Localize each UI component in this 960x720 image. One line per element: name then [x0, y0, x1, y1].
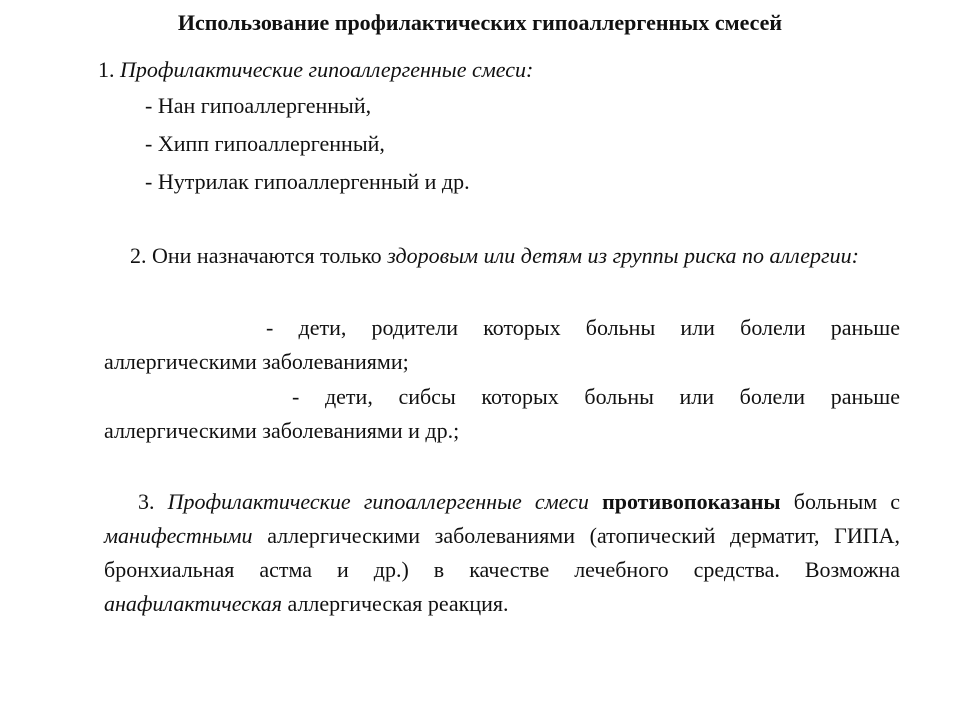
section-3-heading: Профилактические гипоаллергенные смеси: [167, 489, 589, 514]
section-3-text: аллергическими заболеваниями (атопический дерматит, ГИПА, бронхиальная астма и др.) в качестве лечебного средства. Возможна: [104, 523, 900, 582]
section-3-emphasis: анафилактическая: [104, 591, 282, 616]
section-1-heading-text: Профилактические гипоаллергенные смеси:: [120, 57, 534, 82]
section-2-emphasis: здоровым или детям из группы риска по аллергии:: [387, 243, 859, 268]
section-1-item: - Нутрилак гипоаллергенный и др.: [145, 169, 470, 194]
section-1-number: 1.: [98, 57, 115, 82]
section-2-paragraph: [104, 239, 900, 273]
section-2-number: 2.: [130, 243, 147, 268]
section-1-item: - Нан гипоаллергенный,: [145, 93, 372, 118]
section-3-text: аллергическая реакция.: [287, 591, 509, 616]
section-2-item: [104, 311, 900, 379]
section-1-heading: [98, 55, 533, 85]
section-1-item: - Хипп гипоаллергенный,: [145, 131, 385, 156]
section-2-item-text: - дети, родители которых больны или болели раньше аллергическими заболеваниями;: [104, 315, 900, 374]
section-2-item: [104, 380, 900, 448]
section-2-item-text: - дети, сибсы которых больны или болели раньше аллергическими заболеваниями и др.;: [104, 384, 900, 443]
section-3-number: 3.: [138, 489, 155, 514]
section-3-emphasis: манифестными: [104, 523, 253, 548]
section-3-paragraph: [104, 485, 900, 621]
page-title: Использование профилактических гипоаллергенных смесей: [177, 10, 783, 35]
section-2-lead: Они назначаются только: [152, 243, 382, 268]
section-3-strong: противопоказаны: [602, 489, 781, 514]
section-3-text: больным с: [793, 489, 901, 514]
